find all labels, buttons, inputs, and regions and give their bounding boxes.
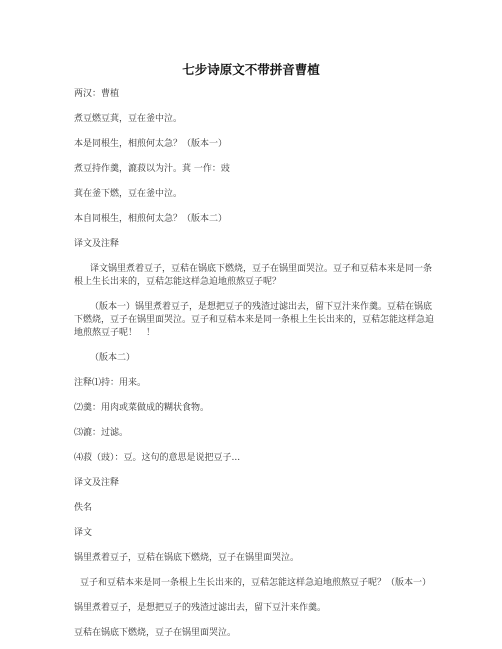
- poem-line: 萁在釜下燃，豆在釜中泣。: [74, 189, 183, 199]
- poem-line: 煮豆持作羹，漉菽以为汁。萁 一作：豉: [74, 164, 230, 174]
- author-line: 两汉：曹植: [74, 89, 120, 99]
- section-heading: 译文及注释: [74, 239, 120, 249]
- document-title: 七步诗原文不带拼音曹植: [182, 62, 320, 77]
- section-heading: 译文及注释: [74, 478, 120, 488]
- poem-line: 本自同根生，相煎何太急？（版本二）: [74, 214, 228, 224]
- annotation-line: ⑵羹：用肉或菜做成的糊状食物。: [74, 403, 210, 413]
- translation-paragraph: （版本一）锅里煮着豆子，是想把豆子的残渣过滤出去，留下豆汁来作羹。豆秸在锅底下燃烧，豆子在锅里面哭泣。豆子和豆秸本来是同一条根上生长出来的，豆秸怎能这样急迫地煎熬豆子呢！ ！: [74, 302, 435, 338]
- annotation-line: ⑶漉：过滤。: [74, 428, 129, 438]
- translation-line: 锅里煮着豆子，是想把豆子的残渣过滤出去，留下豆汁来作羹。: [74, 603, 327, 613]
- section-heading: 译文: [74, 528, 93, 538]
- translation-line: 豆秸在锅底下燃烧，豆子在锅里面哭泣。: [74, 628, 237, 638]
- annotation-line: 注释⑴持：用来。: [74, 378, 147, 388]
- annotation-line: ⑷菽（豉）：豆。这句的意思是说把豆子...: [74, 453, 241, 463]
- poem-line: 煮豆燃豆萁，豆在釜中泣。: [74, 114, 183, 124]
- translation-line: 锅里煮着豆子，豆秸在锅底下燃烧，豆子在锅里面哭泣。: [74, 553, 300, 563]
- author-line: 佚名: [74, 503, 93, 513]
- document-body: [74, 88, 435, 640]
- version-label: （版本二）: [90, 353, 136, 363]
- translation-line: 豆子和豆秸本来是同一条根上生长出来的，豆秸怎能这样急迫地煎熬豆子呢？（版本一）: [80, 578, 432, 588]
- poem-line: 本是同根生，相煎何太急？（版本一）: [74, 139, 228, 149]
- translation-paragraph: 译文锅里煮着豆子，豆秸在锅底下燃烧，豆子在锅里面哭泣。豆子和豆秸本来是同一条根上生长出来的，豆秸怎能这样急迫地煎熬豆子呢？: [74, 264, 433, 287]
